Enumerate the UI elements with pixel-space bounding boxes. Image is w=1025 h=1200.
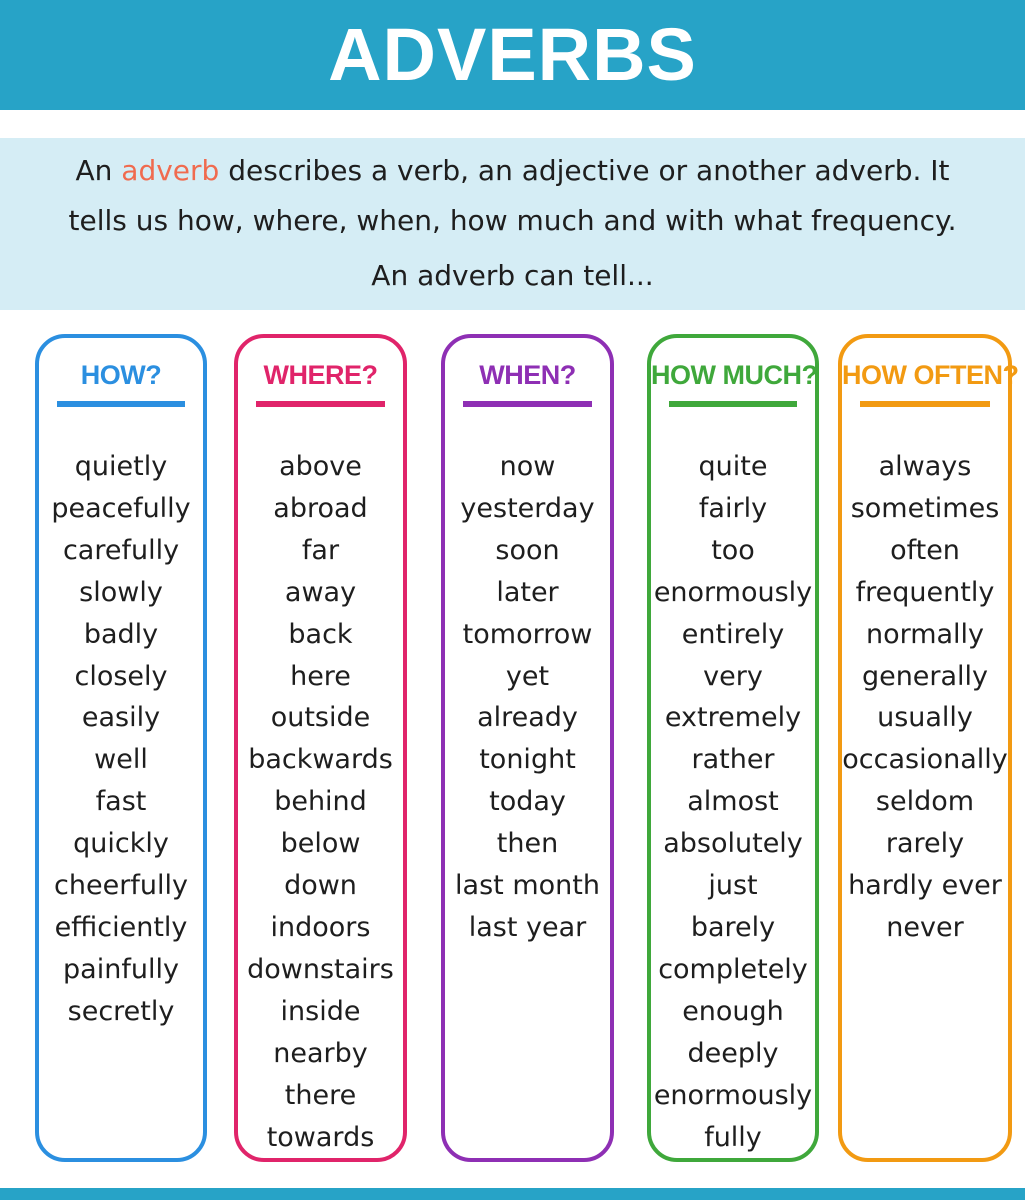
adverb-word: indoors <box>270 911 371 943</box>
adverb-word: down <box>284 870 357 902</box>
adverb-word: above <box>279 451 362 482</box>
adverb-word: often <box>890 534 960 566</box>
word-list <box>39 446 203 1033</box>
title-banner <box>0 0 1025 110</box>
adverb-word: always <box>878 451 972 482</box>
adverb-word: quietly <box>74 451 168 482</box>
word-list <box>842 446 1008 949</box>
adverb-word: peacefully <box>51 492 191 524</box>
intro-keyword: adverb <box>121 154 220 187</box>
adverb-word: backwards <box>248 744 393 776</box>
adverb-word: slowly <box>79 576 163 608</box>
adverb-word: never <box>886 911 964 943</box>
adverb-word: outside <box>270 702 371 734</box>
adverb-word: far <box>301 534 340 566</box>
column-heading: WHERE? <box>263 360 378 390</box>
adverb-word: away <box>284 576 357 608</box>
intro-line2: tells us how, where, when, how much and with what frequency. <box>68 204 957 237</box>
adverb-word: fast <box>95 786 147 818</box>
adverb-word: there <box>284 1079 357 1111</box>
adverb-word: absolutely <box>663 828 803 860</box>
adverb-word: inside <box>280 995 361 1027</box>
intro-panel <box>0 138 1025 310</box>
word-list <box>445 446 610 949</box>
adverb-word: later <box>496 576 559 608</box>
column-heading: HOW OFTEN? <box>842 360 1019 390</box>
column-how <box>35 334 207 1162</box>
adverb-word: last year <box>468 911 587 943</box>
intro-line1-rest: describes a verb, an adjective or another adverb. It <box>219 154 950 187</box>
adverb-word: too <box>711 534 755 566</box>
adverb-word: then <box>496 828 559 860</box>
adverb-word: below <box>280 828 361 860</box>
adverb-word: extremely <box>664 702 802 734</box>
adverb-word: rarely <box>885 828 965 860</box>
adverb-word: hardly ever <box>848 870 1002 902</box>
adverb-word: carefully <box>62 534 180 566</box>
heading-underline <box>669 401 797 407</box>
adverb-word: yet <box>505 660 550 692</box>
column-heading: HOW MUCH? <box>651 360 818 390</box>
adverb-word: behind <box>274 786 367 818</box>
adverb-word: normally <box>865 618 985 650</box>
heading-underline <box>256 401 385 407</box>
adverb-word: quite <box>698 451 768 482</box>
intro-subheading: An adverb can tell... <box>371 259 654 292</box>
adverb-word: well <box>94 744 148 776</box>
adverb-word: just <box>708 870 758 902</box>
adverb-word: completely <box>658 953 808 985</box>
adverb-word: enormously <box>653 1079 813 1111</box>
adverb-word: last month <box>455 870 600 902</box>
adverb-word: fully <box>704 1121 762 1153</box>
adverb-word: entirely <box>681 618 785 650</box>
adverb-word: sometimes <box>850 492 1000 524</box>
adverb-word: yesterday <box>460 492 595 524</box>
adverb-word: generally <box>861 660 989 692</box>
heading-underline <box>57 401 185 407</box>
adverb-word: barely <box>690 911 776 943</box>
adverb-word: very <box>703 660 763 692</box>
column-how-often <box>838 334 1019 1162</box>
adverb-word: tonight <box>479 744 576 776</box>
adverb-word: efficiently <box>54 911 188 943</box>
adverb-word: rather <box>691 744 775 776</box>
adverb-word: cheerfully <box>54 870 188 902</box>
adverb-word: badly <box>83 618 159 650</box>
adverb-word: nearby <box>273 1037 368 1069</box>
heading-underline <box>860 401 990 407</box>
column-heading: HOW? <box>80 360 162 390</box>
bottom-bar <box>0 1188 1025 1200</box>
page-title: ADVERBS <box>328 13 697 96</box>
heading-underline <box>463 401 592 407</box>
adverb-word: fairly <box>698 492 768 524</box>
adverb-word: tomorrow <box>462 618 593 650</box>
adverb-word: deeply <box>687 1037 779 1069</box>
column-where <box>234 334 407 1162</box>
adverb-word: back <box>288 618 353 650</box>
adverb-word: painfully <box>63 953 179 985</box>
adverb-word: frequently <box>855 576 995 608</box>
adverb-word: occasionally <box>842 744 1008 776</box>
adverb-word: towards <box>266 1121 375 1153</box>
adverb-word: already <box>477 702 578 734</box>
adverb-word: almost <box>687 786 779 818</box>
intro-prefix: An <box>75 154 122 187</box>
adverb-word: now <box>499 451 556 482</box>
adverb-word: closely <box>74 660 168 692</box>
column-when <box>441 334 614 1162</box>
word-list <box>651 446 815 1158</box>
adverb-word: soon <box>495 534 560 566</box>
adverb-word: downstairs <box>247 953 394 985</box>
adverb-word: easily <box>81 702 161 734</box>
adverb-word: enough <box>682 995 784 1027</box>
adverb-word: abroad <box>273 492 368 524</box>
adverb-word: here <box>290 660 351 692</box>
adverb-word: seldom <box>875 786 975 818</box>
intro-definition <box>0 146 1025 246</box>
adverb-word: usually <box>877 702 973 734</box>
adverb-word: quickly <box>73 828 169 860</box>
adverb-word: secretly <box>67 995 175 1027</box>
adverb-word: enormously <box>653 576 813 608</box>
column-heading: WHEN? <box>479 360 576 390</box>
adverb-word: today <box>489 786 566 818</box>
word-list <box>238 446 403 1158</box>
column-how-much <box>647 334 819 1162</box>
